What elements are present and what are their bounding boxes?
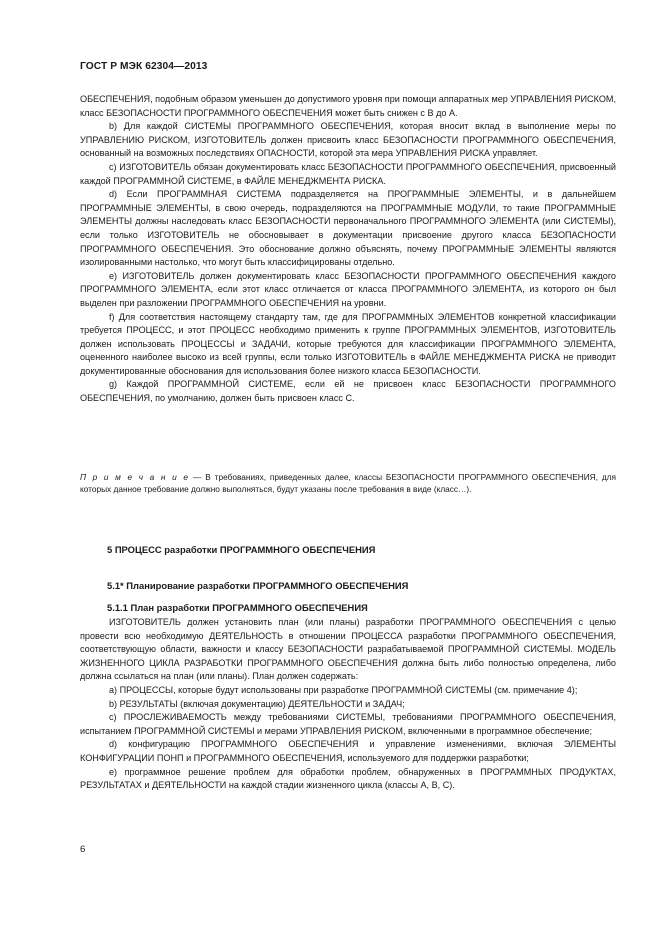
document-header: ГОСТ Р МЭК 62304—2013 — [80, 61, 208, 72]
paragraph: d) Если ПРОГРАММНАЯ СИСТЕМА подразделяется на ПРОГРАММНЫЕ ЭЛЕМЕНТЫ, и в дальнейшем ПРОГРАММНЫЕ ЭЛЕМЕНТЫ, в свою очередь, подразделяются на ПРОГРАММНЫЕ МОДУЛИ, то такие ПРОГРАММНЫЕ ЭЛЕМЕНТЫ должны наследовать класс БЕЗОПАСНОСТИ первоначального ПРОГРАММНОГО ЭЛЕМЕНТА (или СИСТЕМЫ), если только ИЗГОТОВИТЕЛЬ не обосновывает в документации присвоение другого класса БЕЗОПАСНОСТИ ПРОГРАММНОГО ОБЕСПЕЧЕНИЯ. Это обоснование должно объяснять, почему ПРОГРАММНЫЕ ЭЛЕМЕНТЫ являются изолированными настолько, что могут быть классифицированы отдельно. — [80, 189, 616, 268]
note — [80, 471, 616, 495]
paragraph: ИЗГОТОВИТЕЛЬ должен установить план (или планы) разработки ПРОГРАММНОГО ОБЕСПЕЧЕНИЯ с целью провести всю необходимую ДЕЯТЕЛЬНОСТЬ в отношении ПРОЦЕССА разработки ПРОГРАММНОГО ОБЕСПЕЧЕНИЯ, соответствующую области, важности и классу БЕЗОПАСНОСТИ разрабатываемой ПРОГРАММНОЙ СИСТЕМЫ. МОДЕЛЬ ЖИЗНЕННОГО ЦИКЛА РАЗРАБОТКИ ПРОГРАММНОГО ОБЕСПЕЧЕНИЯ должна быть либо полностью определена, либо должна ссылаться на план (или планы). План должен содержать: — [80, 617, 616, 682]
body-top — [80, 93, 616, 406]
paragraph: ОБЕСПЕЧЕНИЯ, подобным образом уменьшен до допустимого уровня при помощи аппаратных мер УПРАВЛЕНИЯ РИСКОМ, класс БЕЗОПАСНОСТИ ПРОГРАММНОГО ОБЕСПЕЧЕНИЯ может быть снижен с B до A. — [80, 94, 616, 118]
section-heading-5: 5 ПРОЦЕСС разработки ПРОГРАММНОГО ОБЕСПЕЧЕНИЯ — [107, 544, 376, 555]
paragraph: c) ИЗГОТОВИТЕЛЬ обязан документировать класс БЕЗОПАСНОСТИ ПРОГРАММНОГО ОБЕСПЕЧЕНИЯ, присвоенный каждой ПРОГРАММНОЙ СИСТЕМЕ, в ФАЙЛЕ МЕНЕДЖМЕНТА РИСКА. — [80, 161, 616, 186]
list-item: a) ПРОЦЕССЫ, которые будут использованы при разработке ПРОГРАММНОЙ СИСТЕМЫ (см. примечание 4); — [109, 684, 578, 695]
list-item: c) ПРОСЛЕЖИВАЕМОСТЬ между требованиями СИСТЕМЫ, требованиями ПРОГРАММНОГО ОБЕСПЕЧЕНИЯ, испытанием ПРОГРАММНОЙ СИСТЕМЫ и мерами УПРАВЛЕНИЯ РИСКОМ, включенными в программное обеспечение; — [80, 712, 616, 736]
page-number: 6 — [80, 844, 86, 855]
paragraph: f) Для соответствия настоящему стандарту там, где для ПРОГРАММНЫХ ЭЛЕМЕНТОВ конкретной классификации требуется ПРОЦЕСС, и этот ПРОЦЕСС необходимо применить к группе ПРОГРАММНЫХ ЭЛЕМЕНТОВ, ИЗГОТОВИТЕЛЬ должен использовать ПРОЦЕССЫ и ЗАДАЧИ, которые требуются для классификации ПРОГРАММНОГО ЭЛЕМЕНТА, оцененного наиболее высоко из всей группы, если только ИЗГОТОВИТЕЛЬ в ФАЙЛЕ МЕНЕДЖМЕНТА РИСКА не приводит документированные обоснования для использования более низкого класса БЕЗОПАСНОСТИ. — [80, 311, 616, 376]
note-label: П р и м е ч а н и е — [80, 472, 190, 482]
list-item: d) конфигурацию ПРОГРАММНОГО ОБЕСПЕЧЕНИЯ и управление изменениями, включая ЭЛЕМЕНТЫ КОНФИГУРАЦИИ ПОНП и ПРОГРАММНОГО ОБЕСПЕЧЕНИЯ, используемого для поддержки разработки; — [80, 739, 616, 763]
paragraph: b) Для каждой СИСТЕМЫ ПРОГРАММНОГО ОБЕСПЕЧЕНИЯ, которая вносит вклад в выполнение меры по УПРАВЛЕНИЮ РИСКОМ, ИЗГОТОВИТЕЛЬ должен присвоить класс БЕЗОПАСНОСТИ ПРОГРАММНОГО ОБЕСПЕЧЕНИЯ, основанный на возможных последствиях ОПАСНОСТИ, которой эта мера УПРАВЛЕНИЯ РИСКА управляет. — [80, 121, 616, 159]
note-text: — В требованиях, приведенных далее, классы БЕЗОПАСНОСТИ ПРОГРАММНОГО ОБЕСПЕЧЕНИЯ, для которых данное требование должно выполняться, будут указаны после требования в виде (класс…). — [80, 472, 616, 494]
body-bottom — [80, 616, 616, 793]
paragraph: g) Каждой ПРОГРАММНОЙ СИСТЕМЕ, если ей не присвоен класс БЕЗОПАСНОСТИ ПРОГРАММНОГО ОБЕСПЕЧЕНИЯ, по умолчанию, должен быть присвоен класс C. — [80, 379, 616, 404]
section-heading-5-1: 5.1* Планирование разработки ПРОГРАММНОГО ОБЕСПЕЧЕНИЯ — [107, 580, 409, 591]
list-item: e) программное решение проблем для обработки проблем, обнаруженных в ПРОГРАММНЫХ ПРОДУКТАХ, РЕЗУЛЬТАТАХ и ДЕЯТЕЛЬНОСТИ на каждой стадии жизненного цикла (классы A, B, C). — [80, 766, 616, 791]
paragraph: e) ИЗГОТОВИТЕЛЬ должен документировать класс БЕЗОПАСНОСТИ ПРОГРАММНОГО ОБЕСПЕЧЕНИЯ каждого ПРОГРАММНОГО ЭЛЕМЕНТА, если этот класс отличается от класса ПРОГРАММНОГО ЭЛЕМЕНТА, из которого он был выделен при разложении ПРОГРАММНОГО ОБЕСПЕЧЕНИЯ на уровни. — [80, 270, 616, 308]
section-heading-5-1-1: 5.1.1 План разработки ПРОГРАММНОГО ОБЕСПЕЧЕНИЯ — [107, 602, 368, 613]
list-item: b) РЕЗУЛЬТАТЫ (включая документацию) ДЕЯТЕЛЬНОСТИ и ЗАДАЧ; — [109, 698, 405, 709]
